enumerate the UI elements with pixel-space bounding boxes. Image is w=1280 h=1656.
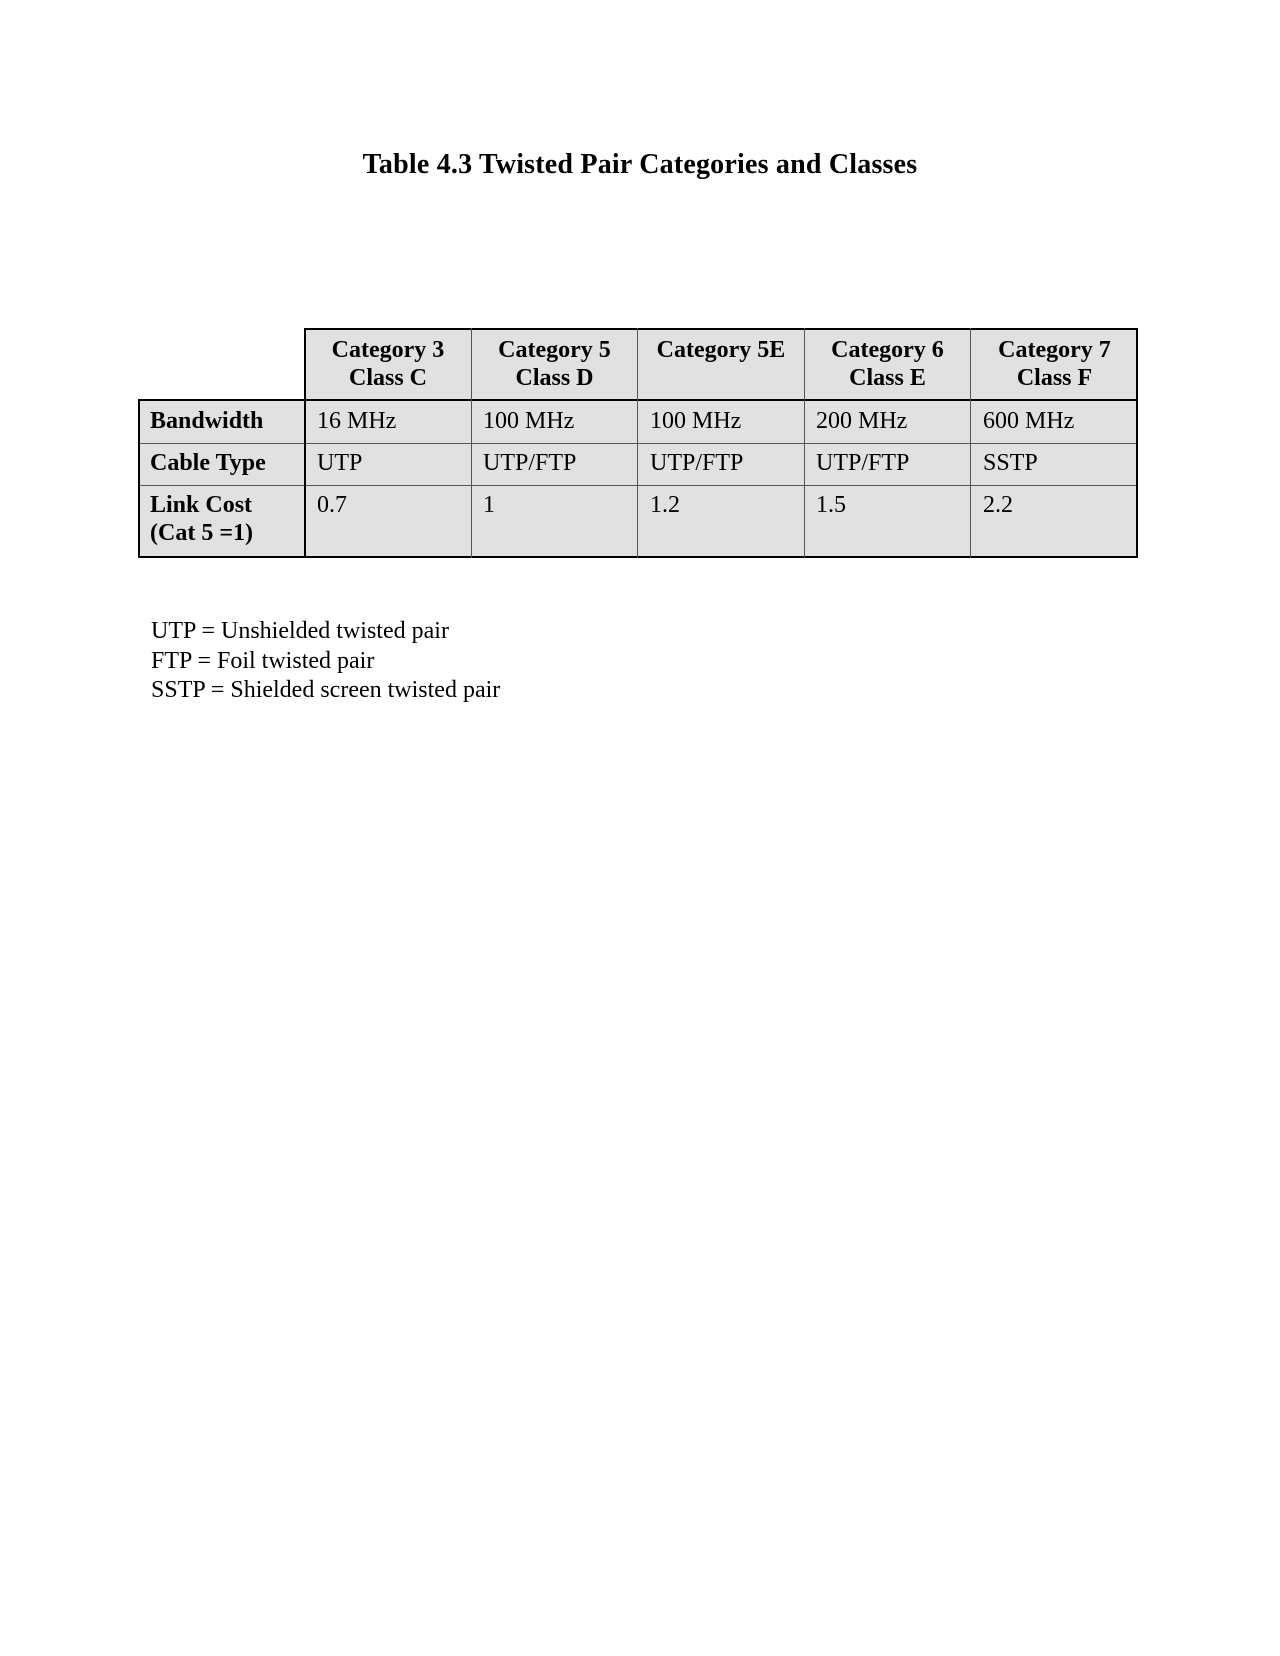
table-divider — [970, 328, 971, 558]
column-header-line1: Category 6 — [831, 337, 944, 363]
column-header-line2: Class F — [1016, 365, 1093, 391]
column-header-cat5 — [471, 328, 638, 400]
row-label-line1: Cable Type — [150, 450, 266, 476]
table-border-left — [138, 399, 140, 558]
table-cell: 200 MHz — [804, 400, 971, 443]
table-border-bottom — [138, 556, 1138, 558]
table-cell: 1.2 — [638, 485, 804, 558]
table-divider — [138, 485, 1138, 486]
footnotes — [151, 617, 500, 706]
row-label-line1: Link Cost — [150, 492, 253, 518]
table-cell: 1 — [471, 485, 638, 558]
table-cell: SSTP — [971, 443, 1138, 485]
column-header-line2: Class E — [849, 365, 926, 391]
column-header-cat5e — [638, 328, 804, 400]
row-label-link-cost — [138, 485, 305, 558]
table-divider — [804, 328, 805, 558]
table-cell: 100 MHz — [638, 400, 804, 443]
row-label-cable-type — [138, 443, 305, 485]
column-header-line1: Category 7 — [998, 337, 1111, 363]
table-title: Table 4.3 Twisted Pair Categories and Classes — [362, 149, 918, 180]
table-cell: 1.5 — [804, 485, 971, 558]
column-header-line2: Class D — [515, 365, 594, 391]
column-header-cat7 — [971, 328, 1138, 400]
table-border-header-bottom — [138, 399, 1138, 401]
column-header-line2: Class C — [348, 365, 427, 391]
table-cell: 0.7 — [305, 485, 471, 558]
column-header-line1: Category 3 — [331, 337, 445, 363]
table-divider-label — [304, 328, 306, 558]
column-header-cat3 — [305, 328, 471, 400]
column-header-line1: Category 5 — [498, 337, 611, 363]
table-cell: UTP/FTP — [804, 443, 971, 485]
table-cell: 600 MHz — [971, 400, 1138, 443]
footnote-utp: UTP = Unshielded twisted pair — [151, 618, 449, 644]
column-header-cat6 — [804, 328, 971, 400]
table-cell: 100 MHz — [471, 400, 638, 443]
row-label-line1: Bandwidth — [150, 408, 264, 434]
footnote-sstp: SSTP = Shielded screen twisted pair — [151, 677, 501, 703]
table-border-right — [1136, 328, 1138, 558]
table-cell: 16 MHz — [305, 400, 471, 443]
table-cell: UTP/FTP — [471, 443, 638, 485]
row-label-bandwidth — [138, 400, 305, 443]
footnote-ftp: FTP = Foil twisted pair — [151, 647, 375, 674]
table-border-top — [304, 328, 1138, 330]
table-divider — [637, 328, 638, 558]
categories-table — [138, 328, 1138, 558]
table-divider — [138, 443, 1138, 444]
table-cell: UTP/FTP — [638, 443, 804, 485]
table-divider — [471, 328, 472, 558]
table-cell: UTP — [305, 443, 471, 485]
column-header-line1: Category 5E — [656, 337, 786, 363]
table-cell: 2.2 — [971, 485, 1138, 558]
row-label-line2: (Cat 5 =1) — [150, 520, 253, 546]
